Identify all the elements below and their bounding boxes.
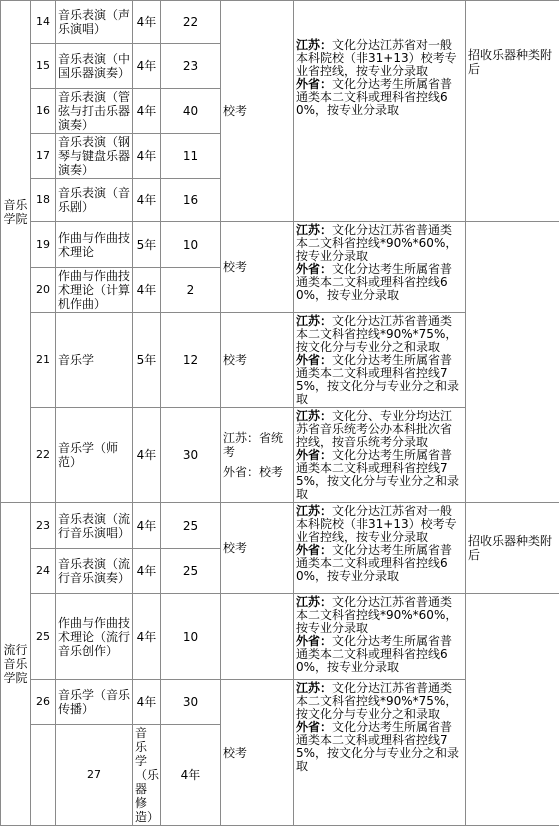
- years: 4年: [133, 408, 161, 503]
- years: 4年: [133, 179, 161, 222]
- years: 4年: [133, 503, 161, 549]
- remark-cell-empty: [466, 594, 559, 826]
- plan-count: 30: [161, 680, 221, 725]
- label-other-province: 外省：: [296, 634, 332, 648]
- label-other-province: 外省：: [296, 448, 332, 462]
- policy-other: 文化分达考生所属省普通类本二文科或理科省控线60%，按专业分录取: [296, 543, 452, 583]
- label-other-province: 外省：: [296, 262, 332, 276]
- policy-jiangsu: 文化分达江苏省对一般本科院校（非31+13）校考专业省控线，按专业分录取: [296, 504, 457, 544]
- years: 4年: [133, 134, 161, 179]
- row-number: 24: [31, 549, 56, 594]
- years: 4年: [133, 549, 161, 594]
- policy-jiangsu: 文化分达江苏省普通类本二文科省控线*90%*75%，按文化分与专业分之和录取: [296, 314, 457, 354]
- label-jiangsu: 江苏：: [296, 409, 332, 423]
- policy-other: 文化分达考生所属省普通类本二文科或理科省控线60%，按专业分录取: [296, 262, 452, 302]
- plan-count: 2: [161, 268, 221, 313]
- row-number: 16: [31, 89, 56, 134]
- policy-cell: [294, 1, 466, 222]
- years: 4年: [133, 1, 161, 44]
- policy-cell: [294, 313, 466, 408]
- exam-type-cell: 校考: [221, 313, 294, 408]
- major-name: 音乐表演（音乐剧）: [56, 179, 133, 222]
- remark-text: 招收乐器种类附后: [468, 534, 557, 562]
- major-name: 音乐表演（管弦与打击乐器演奏）: [56, 89, 133, 134]
- policy-jiangsu: 文化分达江苏省普通类本二文科省控线*90%*60%，按专业分录取: [296, 595, 457, 635]
- label-jiangsu: 江苏：: [296, 38, 332, 52]
- policy-jiangsu: 文化分、专业分均达江苏省音乐统考公办本科批次省控线，按音乐统考分录取: [296, 409, 452, 449]
- years: 4年: [133, 594, 161, 680]
- label-other-province: 外省：: [296, 77, 332, 91]
- plan-count: 25: [161, 503, 221, 549]
- exam-type-cell: 校考: [221, 503, 294, 594]
- row-number: 25: [31, 594, 56, 680]
- row-number: 18: [31, 179, 56, 222]
- years: 4年: [133, 44, 161, 89]
- major-name: 音乐表演（流行音乐演唱）: [56, 503, 133, 549]
- row-number: 15: [31, 44, 56, 89]
- years: 4年: [133, 268, 161, 313]
- label-jiangsu: 江苏：: [296, 681, 332, 695]
- college-empty-cell: [31, 725, 56, 826]
- years: 5年: [133, 313, 161, 408]
- policy-jiangsu: 文化分达江苏省普通类本二文科省控线*90%*75%，按文化分与专业分之和录取: [296, 681, 457, 721]
- policy-other: 文化分达考生所属省普通类本二文科或理科省控线60%，按专业分录取: [296, 77, 452, 117]
- college-name: 音乐学院: [4, 198, 28, 226]
- policy-jiangsu: 文化分达江苏省普通类本二文科省控线*90%*60%，按专业分录取: [296, 223, 457, 263]
- row-number: 27: [56, 725, 133, 826]
- plan-count: 22: [161, 1, 221, 44]
- years: 4年: [161, 725, 221, 826]
- exam-type-cell: 校考: [221, 680, 294, 826]
- remark-text: 招收乐器种类附后: [468, 48, 557, 76]
- plan-count: 12: [161, 313, 221, 408]
- row-number: 23: [31, 503, 56, 549]
- major-name: 音乐学（音乐传播）: [56, 680, 133, 725]
- row-number: 19: [31, 222, 56, 268]
- major-name: 音乐表演（声乐演唱）: [56, 1, 133, 44]
- remark-cell: [466, 503, 559, 594]
- plan-count: 30: [161, 408, 221, 503]
- exam-jiangsu: 江苏：省统考: [223, 431, 291, 459]
- major-name: 作曲与作曲技术理论（流行音乐创作）: [56, 594, 133, 680]
- policy-cell: [294, 680, 466, 826]
- major-name: 音乐学（乐器修造）: [133, 725, 161, 826]
- label-jiangsu: 江苏：: [296, 314, 332, 328]
- row-number: 20: [31, 268, 56, 313]
- major-name: 音乐表演（流行音乐演奏）: [56, 549, 133, 594]
- row-number: 26: [31, 680, 56, 725]
- policy-cell: [294, 222, 466, 313]
- years: 4年: [133, 680, 161, 725]
- policy-cell: [294, 503, 466, 594]
- major-name: 音乐学: [56, 313, 133, 408]
- exam-other: 外省：校考: [223, 465, 291, 479]
- remark-cell: [466, 1, 559, 222]
- plan-count: 40: [161, 89, 221, 134]
- plan-count: 10: [161, 594, 221, 680]
- label-other-province: 外省：: [296, 353, 332, 367]
- policy-cell: [294, 408, 466, 503]
- table-row: [1, 1, 559, 44]
- label-other-province: 外省：: [296, 543, 332, 557]
- row-number: 21: [31, 313, 56, 408]
- label-other-province: 外省：: [296, 720, 332, 734]
- policy-other: 文化分达考生所属省普通类本二文科或理科省控线75%，按文化分与专业分之和录取: [296, 353, 459, 406]
- major-name: 音乐表演（中国乐器演奏）: [56, 44, 133, 89]
- plan-count: 23: [161, 44, 221, 89]
- exam-type-cell-empty: [221, 594, 294, 680]
- policy-cell: [294, 594, 466, 680]
- policy-jiangsu: 文化分达江苏省对一般本科院校（非31+13）校考专业省控线，按专业分录取: [296, 38, 457, 78]
- label-jiangsu: 江苏：: [296, 223, 332, 237]
- years: 5年: [133, 222, 161, 268]
- plan-count: 16: [161, 179, 221, 222]
- row-number: 17: [31, 134, 56, 179]
- plan-count: 25: [161, 549, 221, 594]
- exam-type-cell: [221, 408, 294, 503]
- label-jiangsu: 江苏：: [296, 504, 332, 518]
- policy-other: 文化分达考生所属省普通类本二文科或理科省控线75%，按文化分与专业分之和录取: [296, 720, 459, 773]
- college-music-cell: [1, 1, 31, 503]
- plan-count: 11: [161, 134, 221, 179]
- exam-type-cell: 校考: [221, 1, 294, 222]
- remark-cell-empty: [466, 222, 559, 503]
- label-jiangsu: 江苏：: [296, 595, 332, 609]
- major-name: 作曲与作曲技术理论: [56, 222, 133, 268]
- college-name: 流行音乐学院: [4, 643, 28, 685]
- plan-count: 10: [161, 222, 221, 268]
- policy-other: 文化分达考生所属省普通类本二文科或理科省控线60%，按专业分录取: [296, 634, 452, 674]
- policy-other: 文化分达考生所属省普通类本二文科或理科省控线75%，按文化分与专业分之和录取: [296, 448, 459, 501]
- table-row: [1, 503, 559, 549]
- major-name: 音乐表演（钢琴与键盘乐器演奏）: [56, 134, 133, 179]
- major-name: 作曲与作曲技术理论（计算机作曲）: [56, 268, 133, 313]
- college-pop-cell: [1, 503, 31, 826]
- major-name: 音乐学（师范）: [56, 408, 133, 503]
- exam-type-cell: 校考: [221, 222, 294, 313]
- table-row: [1, 222, 559, 268]
- years: 4年: [133, 89, 161, 134]
- table-row: [1, 594, 559, 680]
- row-number: 14: [31, 1, 56, 44]
- row-number: 22: [31, 408, 56, 503]
